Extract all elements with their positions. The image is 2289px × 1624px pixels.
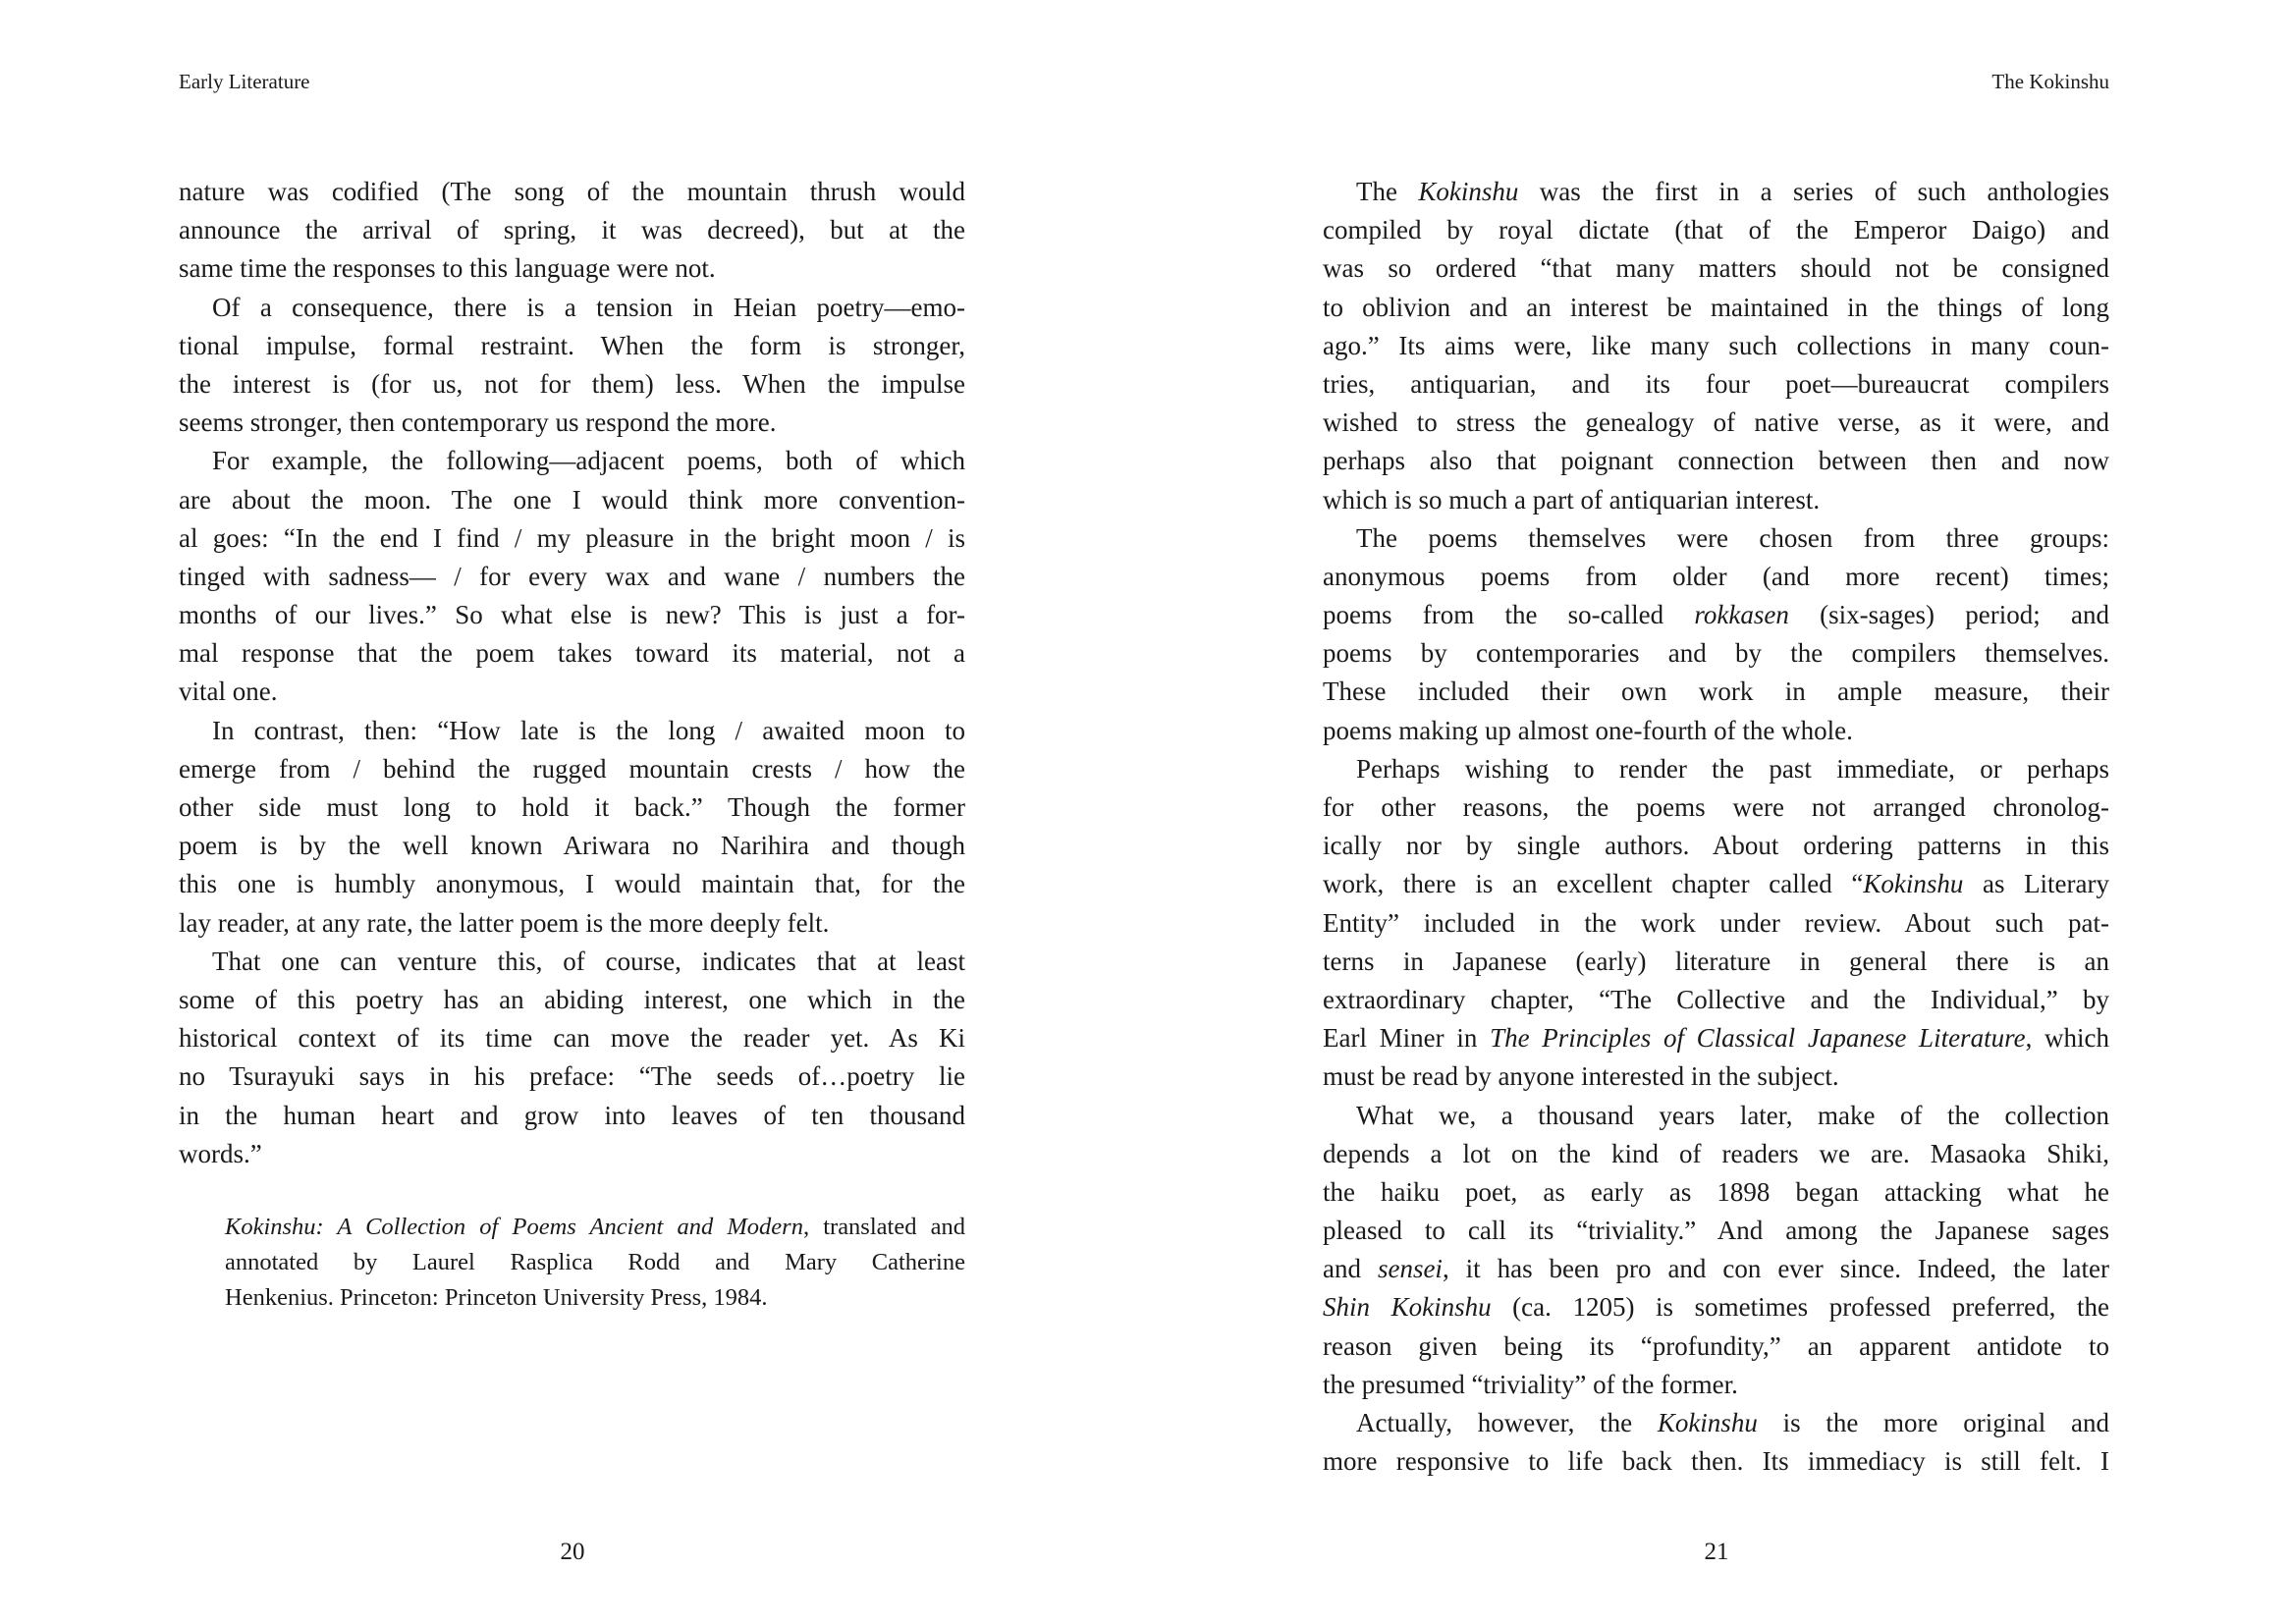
running-head-right: The Kokinshu xyxy=(1991,70,2109,93)
paragraph xyxy=(179,943,965,1173)
text-line: same time the responses to this language were not. xyxy=(179,253,716,284)
text-line: mal response that the poem takes toward its material, not a xyxy=(179,638,965,669)
text-line xyxy=(1323,519,2109,558)
text-run: the haiku poet, as early as 1898 began attacking what he xyxy=(1323,1176,2109,1207)
right-body-text xyxy=(1323,173,2109,1481)
text-run: was so ordered “that many matters should not be consigned xyxy=(1323,253,2109,284)
text-line xyxy=(1323,712,2109,750)
text-run: Earl Miner in xyxy=(1323,1023,1491,1054)
text-line: in the human heart and grow into leaves of ten thousand xyxy=(179,1100,965,1130)
text-line xyxy=(1323,1288,2109,1326)
text-line: tional impulse, formal restraint. When the form is stronger, xyxy=(179,330,965,360)
text-run: reason given being its “profundity,” an apparent antidote to xyxy=(1323,1330,2109,1361)
text-run: These included their own work in ample measure, their xyxy=(1323,677,2109,707)
text-line: this one is humbly anonymous, I would maintain that, for the xyxy=(179,869,965,899)
text-run: more responsive to life back then. Its immediacy is still felt. I xyxy=(1323,1446,2109,1477)
text-line xyxy=(1323,1404,2109,1442)
text-line: lay reader, at any rate, the latter poem is the more deeply felt. xyxy=(179,907,830,938)
text-run: is the more original and xyxy=(1757,1408,2109,1437)
italic-title: Kokinshu xyxy=(1418,177,1519,206)
text-run: and xyxy=(1323,1254,1378,1284)
text-run: depends a lot on the kind of readers we are. Masaoka Shiki, xyxy=(1323,1138,2109,1168)
text-line xyxy=(1323,1097,2109,1135)
text-line: are about the moon. The one I would think more convention- xyxy=(179,484,965,514)
text-line xyxy=(1323,1212,2109,1250)
text-line xyxy=(1323,904,2109,943)
text-line xyxy=(1323,1173,2109,1212)
text-line: al goes: “In the end I find / my pleasure in the bright moon / is xyxy=(179,522,965,553)
text-line: In contrast, then: “How late is the long / awaited moon to xyxy=(212,715,965,745)
text-line: historical context of its time can move the reader yet. As Ki xyxy=(179,1023,965,1054)
text-line xyxy=(1323,558,2109,596)
page-number-left: 20 xyxy=(560,1539,585,1565)
text-run: wished to stress the genealogy of native verse, as it were, and xyxy=(1323,407,2109,438)
paragraph xyxy=(179,712,965,943)
text-line: words.” xyxy=(179,1138,262,1168)
text-run: perhaps also that poignant connection between then and now xyxy=(1323,446,2109,476)
text-line xyxy=(1323,788,2109,827)
footnote-line: Kokinshu: A Collection of Poems Ancient and Modern, translated and xyxy=(225,1214,965,1240)
text-run: which is so much a part of antiquarian interest. xyxy=(1323,484,1821,514)
text-run: Actually, however, the xyxy=(1356,1408,1658,1437)
text-line: announce the arrival of spring, it was decreed), but at the xyxy=(179,215,965,245)
text-run: extraordinary chapter, “The Collective and the Individual,” by xyxy=(1323,984,2109,1014)
paragraph xyxy=(179,289,965,443)
text-line xyxy=(1323,1135,2109,1173)
text-line: That one can venture this, of course, indicates that at least xyxy=(212,946,965,976)
text-line xyxy=(1323,173,2109,211)
footnote-line: Henkenius. Princeton: Princeton University Press, 1984. xyxy=(225,1284,768,1311)
text-run: , it has been pro and con ever since. Indeed, the later xyxy=(1442,1254,2110,1284)
page-number-right: 21 xyxy=(1704,1539,1729,1565)
text-run: was the first in a series of such anthologies xyxy=(1518,177,2109,206)
text-line xyxy=(1323,1366,2109,1404)
italic-title: Kokinshu xyxy=(1657,1408,1758,1437)
paragraph xyxy=(179,442,965,711)
text-run: , which xyxy=(2025,1023,2110,1054)
text-line xyxy=(1323,249,2109,288)
footnote-line: annotated by Laurel Rasplica Rodd and Mary Catherine xyxy=(225,1249,965,1275)
text-line: tinged with sadness— / for every wax and wane / numbers the xyxy=(179,561,965,591)
text-run: terns in Japanese (early) literature in general there is an xyxy=(1323,946,2109,976)
text-run: The xyxy=(1356,177,1419,206)
text-line xyxy=(1323,1019,2109,1057)
text-line xyxy=(1323,981,2109,1019)
text-run: Perhaps wishing to render the past immediate, or perhaps xyxy=(1356,753,2109,784)
text-run: must be read by anyone interested in the subject. xyxy=(1323,1061,1839,1092)
text-run: compiled by royal dictate (that of the Emperor Daigo) and xyxy=(1323,215,2109,245)
text-line xyxy=(1323,404,2109,442)
italic-title: Shin Kokinshu xyxy=(1323,1292,1492,1323)
text-line xyxy=(1323,481,2109,519)
text-run: poems making up almost one-fourth of the whole. xyxy=(1323,715,1853,745)
text-run: to oblivion and an interest be maintained in the things of long xyxy=(1323,292,2109,322)
text-run: ically nor by single authors. About ordering patterns in this xyxy=(1323,831,2109,861)
text-line xyxy=(1323,865,2109,903)
text-run: poems from the so-called xyxy=(1323,600,1695,630)
text-line: poem is by the well known Ariwara no Narihira and though xyxy=(179,831,965,861)
text-run: for other reasons, the poems were not arranged chronolog- xyxy=(1323,792,2109,822)
text-line xyxy=(1323,289,2109,327)
text-line: the interest is (for us, not for them) less. When the impulse xyxy=(179,368,965,399)
text-line: other side must long to hold it back.” Though the former xyxy=(179,792,965,822)
text-line xyxy=(1323,827,2109,865)
text-run: as Literary xyxy=(1963,869,2110,899)
text-line xyxy=(1323,1057,2109,1096)
text-line xyxy=(1323,750,2109,788)
text-run: tries, antiquarian, and its four poet—bureaucrat compilers xyxy=(1323,368,2109,399)
text-run: pleased to call its “triviality.” And among the Japanese sages xyxy=(1323,1216,2109,1246)
text-line xyxy=(1323,943,2109,981)
text-run: (six-sages) period; and xyxy=(1788,600,2109,630)
text-line: Of a consequence, there is a tension in Heian poetry—emo- xyxy=(212,292,965,322)
text-line xyxy=(1323,327,2109,365)
italic-title: Kokinshu xyxy=(1863,869,1964,899)
text-run: What we, a thousand years later, make of the collection xyxy=(1356,1100,2109,1130)
left-body-text xyxy=(179,173,965,1173)
text-line: seems stronger, then contemporary us respond the more. xyxy=(179,407,777,438)
paragraph xyxy=(179,173,965,289)
text-line xyxy=(1323,1327,2109,1366)
text-run: (ca. 1205) is sometimes professed preferred, the xyxy=(1491,1292,2109,1323)
text-line xyxy=(1323,673,2109,711)
text-run: The poems themselves were chosen from three groups: xyxy=(1356,522,2109,553)
text-run: Entity” included in the work under review. About such pat- xyxy=(1323,907,2109,938)
text-line xyxy=(1323,365,2109,404)
text-line xyxy=(1323,634,2109,673)
italic-title: rokkasen xyxy=(1694,600,1789,630)
text-line: For example, the following—adjacent poems, both of which xyxy=(212,446,965,476)
text-line xyxy=(1323,211,2109,249)
footnote-citation xyxy=(225,1210,965,1316)
text-line: vital one. xyxy=(179,677,278,707)
text-run: ago.” Its aims were, like many such collections in many coun- xyxy=(1323,330,2109,360)
footnote-title: Kokinshu: A Collection of Poems Ancient and Modern xyxy=(225,1214,803,1240)
italic-title: The Principles of Classical Japanese Literature xyxy=(1490,1023,2026,1054)
text-run: anonymous poems from older (and more recent) times; xyxy=(1323,561,2109,591)
text-line: nature was codified (The song of the mountain thrush would xyxy=(179,177,965,206)
text-line: emerge from / behind the rugged mountain crests / how the xyxy=(179,753,965,784)
text-line: no Tsurayuki says in his preface: “The seeds of…poetry lie xyxy=(179,1061,965,1092)
text-run: work, there is an excellent chapter called “ xyxy=(1323,869,1864,899)
italic-title: sensei xyxy=(1377,1254,1443,1284)
text-line xyxy=(1323,596,2109,634)
text-run: poems by contemporaries and by the compilers themselves. xyxy=(1323,638,2109,669)
text-line xyxy=(1323,1250,2109,1288)
text-line xyxy=(1323,442,2109,480)
text-line xyxy=(1323,1442,2109,1481)
text-run: the presumed “triviality” of the former. xyxy=(1323,1369,1738,1399)
text-line: months of our lives.” So what else is new? This is just a for- xyxy=(179,600,965,630)
running-head-left: Early Literature xyxy=(179,70,310,93)
text-line: some of this poetry has an abiding interest, one which in the xyxy=(179,984,965,1014)
